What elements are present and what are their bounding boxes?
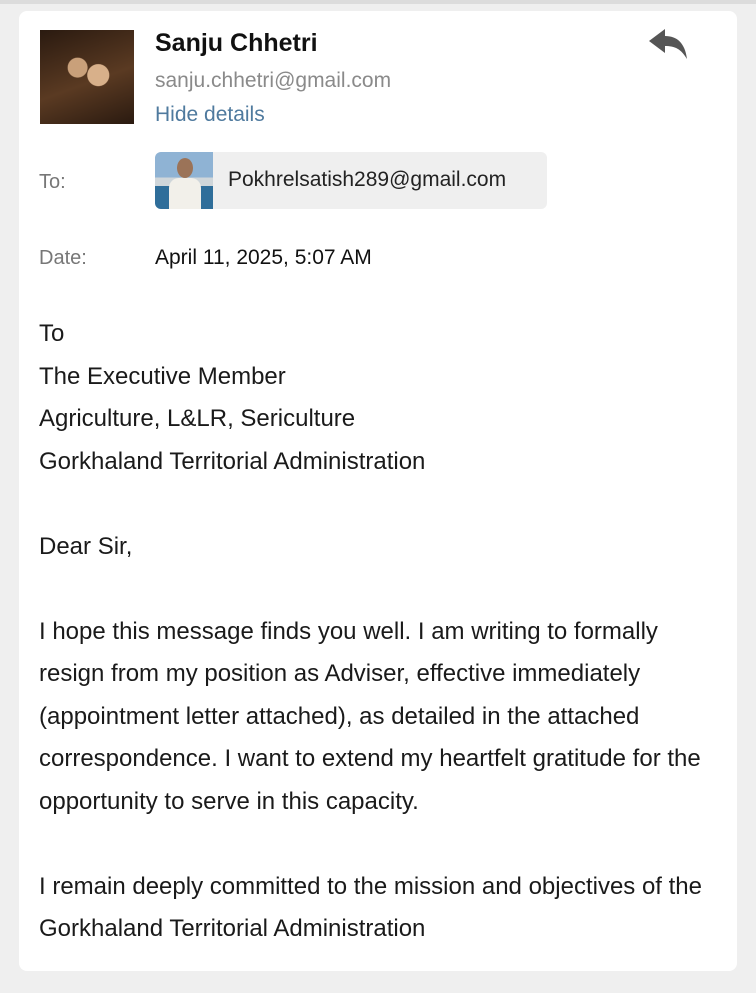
address-block <box>39 313 719 483</box>
sender-email: sanju.chhetri@gmail.com <box>155 69 392 92</box>
body-paragraph: I hope this message finds you well. I am writing to formally resign from my position as Adviser, effective immediately (appointment letter attached), as detailed in the attached correspondence. I want to extend my heartfelt gratitude for the opportunity to serve in this capacity. <box>39 617 701 815</box>
address-line: To <box>39 320 65 347</box>
address-line: Gorkhaland Territorial Administration <box>39 447 426 475</box>
salutation: Dear Sir, <box>39 532 133 560</box>
address-line: The Executive Member <box>39 362 286 390</box>
date-label: Date: <box>39 247 87 269</box>
recipient-email: Pokhrelsatish289@gmail.com <box>228 168 507 191</box>
sender-avatar[interactable] <box>40 30 134 124</box>
body-paragraph: I remain deeply committed to the mission and objectives of the Gorkhaland Territorial Administration <box>39 872 702 942</box>
top-divider <box>0 0 756 4</box>
recipient-avatar <box>155 152 213 209</box>
sender-name: Sanju Chhetri <box>155 29 318 57</box>
hide-details-link[interactable]: Hide details <box>155 103 265 126</box>
reply-icon[interactable] <box>647 27 689 61</box>
email-card <box>19 11 737 971</box>
email-body <box>39 313 719 993</box>
date-value: April 11, 2025, 5:07 AM <box>155 246 372 269</box>
to-label: To: <box>39 171 66 193</box>
recipient-chip[interactable] <box>155 152 547 209</box>
address-line: Agriculture, L&LR, Sericulture <box>39 405 356 432</box>
